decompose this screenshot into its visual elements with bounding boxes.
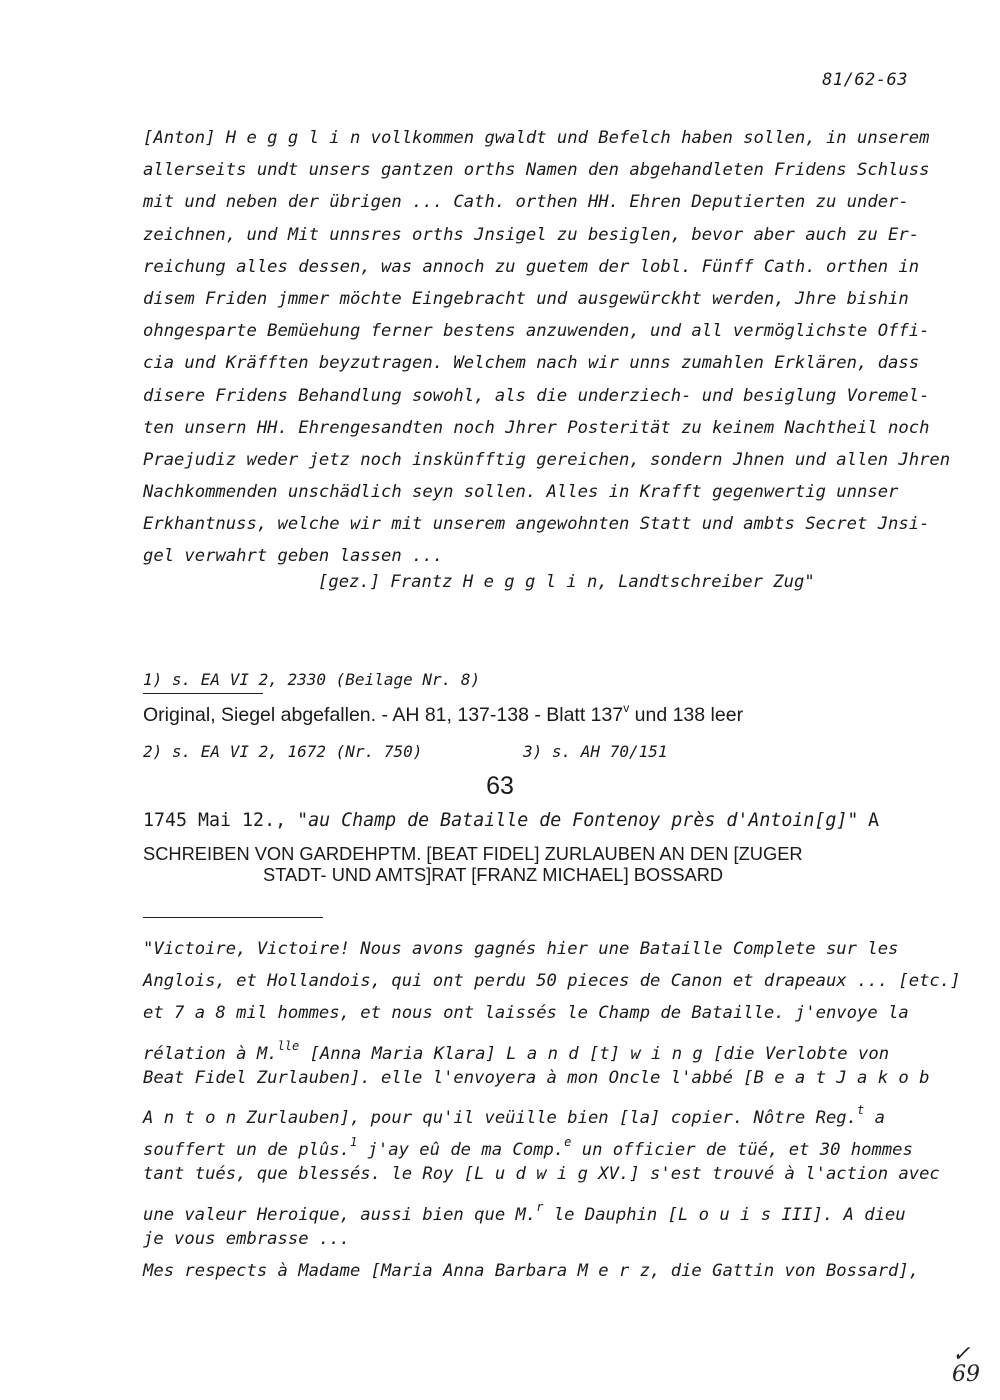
letter-1-line: ohngesparte Bemüehung ferner bestens anzuwenden, und all vermöglichste Offi- (143, 321, 930, 342)
letter-1-line: allerseits undt unsers gantzen orths Namen den abgehandleten Fridens Schluss (143, 160, 930, 181)
letter-2-line: "Victoire, Victoire! Nous avons gagnés hier une Bataille Complete sur les (143, 939, 899, 959)
header-date: 1745 Mai 12., (143, 810, 298, 831)
document-number: 63 (486, 772, 514, 800)
letter-1-line: Erkhantnuss, welche wir mit unserem angewohnten Statt und ambts Secret Jnsi- (143, 514, 930, 535)
letter-1-line: Nachkommenden unschädlich seyn sollen. Alles in Krafft gegenwertig unnser (143, 482, 899, 503)
text-run: A n t o n Zurlauben], pour qu'il veüille bien [la] copier. Nôtre Reg. (143, 1107, 857, 1128)
header-a-marker: A (868, 810, 880, 831)
footnote-1: 1) s. EA VI 2, 2330 (Beilage Nr. 8) (143, 670, 481, 689)
letter-2-line: Beat Fidel Zurlauben]. elle l'envoyera à mon Oncle l'abbé [B e a t J a k o b (143, 1067, 930, 1088)
superscript: lle (277, 1038, 300, 1053)
text-run: j'ay eû de ma Comp. (357, 1140, 565, 1161)
superscript: e (564, 1135, 572, 1150)
text-run: une valeur Heroique, aussi bien que M. (143, 1204, 537, 1225)
letter-1-line: Praejudiz weder jetz noch inskünfftig gereichen, sondern Jhnen und allen Jhren (143, 449, 951, 470)
letter-2-line (143, 1030, 933, 1062)
letter-1-line: [Anton] H e g g l i n vollkommen gwaldt und Befelch haben sollen, in unserem (143, 128, 930, 148)
superscript: r (536, 1199, 544, 1214)
letter-1-line: zeichnen, und Mit unnsres orths Jnsigel zu besiglen, bevor aber auch zu Er- (143, 224, 920, 245)
text-run: un officier de tüé, et 30 hommes (571, 1140, 913, 1161)
letter-1-line: gel verwahrt geben lassen ... (143, 546, 444, 567)
header-title-line-1: SCHREIBEN VON GARDEHPTM. [BEAT FIDEL] ZURLAUBEN AN DEN [ZUGER (143, 843, 803, 864)
text-run: le Dauphin [L o u i s III]. A dieu (543, 1204, 906, 1225)
letter-2-line: Mes respects à Madame [Maria Anna Barbara M e r z, die Gattin von Bossard], (143, 1260, 920, 1281)
text-run: rélation à M. (143, 1043, 278, 1064)
footnote-2: 2) s. EA VI 2, 1672 (Nr. 750) (143, 742, 423, 761)
letter-1-line: reichung alles dessen, was annoch zu guetem der lobl. Fünff Cath. orthen in (143, 256, 920, 277)
original-note (143, 701, 743, 727)
letter-2-line: je vous embrasse ... (143, 1228, 350, 1249)
text-run: [Anna Maria Klara] L a n d [t] w i n g [die Verlobte von (299, 1043, 890, 1064)
page-reference: 81/62-63 (822, 70, 908, 90)
letter-2-line: tant tués, que blessés. le Roy [L u d w i g XV.] s'est trouvé à l'action avec (143, 1164, 940, 1185)
letter-1-line: mit und neben der übrigen ... Cath. orthen HH. Ehren Deputierten zu under- (143, 192, 909, 213)
letter-2-body (143, 933, 961, 1287)
original-note-end: und 138 leer (629, 704, 744, 726)
letter-2-line (143, 1126, 933, 1161)
letter-1-line: ten unsern HH. Ehrengesandten noch Jhrer Posterität zu keinem Nachtheil noch (143, 417, 930, 438)
handwritten-mark: ✓ 69 (952, 1342, 980, 1387)
footnote-3: 3) s. AH 70/151 (523, 742, 668, 761)
superscript: 1 (349, 1135, 358, 1150)
letter-1-line: disere Fridens Behandlung sowohl, als die underziech- und besiglung Voremel- (143, 385, 930, 406)
letter-2-line: Anglois, et Hollandois, qui ont perdu 50 pieces de Canon et drapeaux ... [etc.] (143, 971, 961, 992)
section-divider (143, 693, 263, 694)
signature-line: [gez.] Frantz H e g g l i n, Landtschreiber Zug" (318, 572, 815, 592)
letter-1-body (143, 122, 951, 573)
letter-2-line (143, 1094, 933, 1126)
header-divider (143, 917, 323, 918)
document-header-date (143, 810, 880, 831)
footnote-row-2 (143, 740, 668, 764)
original-note-sup: v (623, 701, 630, 715)
header-place: "au Champ de Bataille de Fontenoy près d'Antoin[g]" (297, 810, 859, 831)
original-note-text: Original, Siegel abgefallen. - AH 81, 137-138 - Blatt 137 (143, 704, 624, 726)
superscript: t (857, 1102, 865, 1117)
header-title-line-2: STADT- UND AMTS]RAT [FRANZ MICHAEL] BOSSARD (263, 864, 724, 885)
letter-2-line (143, 1191, 933, 1223)
text-run: a (864, 1107, 885, 1128)
letter-1-line: disem Friden jmmer möchte Eingebracht und ausgewürckht werden, Jhre bishin (143, 288, 909, 309)
letter-2-line: et 7 a 8 mil hommes, et nous ont laissés le Champ de Bataille. j'envoye la (143, 1003, 909, 1024)
letter-1-line: cia und Kräfften beyzutragen. Welchem nach wir unns zumahlen Erklären, dass (143, 353, 920, 374)
text-run: souffert un de plûs. (143, 1140, 350, 1161)
